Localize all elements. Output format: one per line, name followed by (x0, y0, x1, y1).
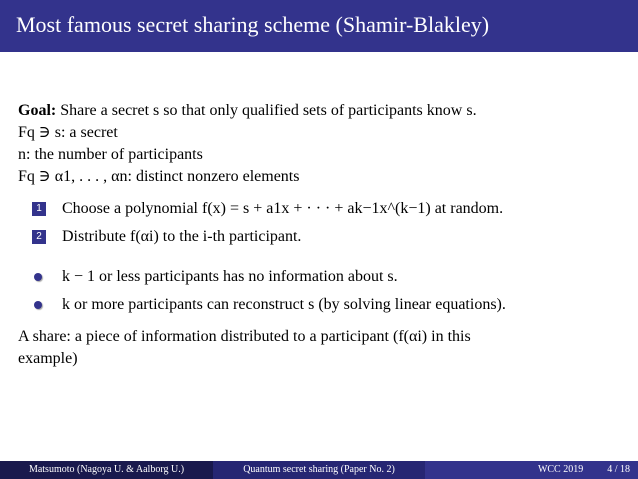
bullet-text: k or more participants can reconstruct s (by solving linear equations). (62, 296, 506, 313)
slide-title: Most famous secret sharing scheme (Shamir-Blakley) (16, 12, 490, 37)
bullet-list (18, 266, 628, 316)
title-bar (0, 0, 638, 52)
step-1 (18, 198, 628, 220)
footer-author: Matsumoto (Nagoya U. & Aalborg U.) (0, 461, 213, 479)
bullet-dot-icon (34, 273, 42, 281)
footer (0, 461, 638, 479)
step-number: 2 (32, 230, 46, 244)
share-line-2: example) (18, 350, 78, 367)
footer-right (425, 461, 638, 479)
definition-participants: n: the number of participants (18, 146, 203, 163)
footer-talk-title: Quantum secret sharing (Paper No. 2) (213, 461, 425, 479)
step-number: 1 (32, 202, 46, 216)
share-line-1: A share: a piece of information distributed to a participant (f(αi) in this (18, 328, 471, 345)
bullet-item (18, 294, 628, 316)
definition-elements: Fq ∋ α1, . . . , αn: distinct nonzero elements (18, 168, 300, 185)
bullet-text: k − 1 or less participants has no information about s. (62, 268, 398, 285)
step-text: Choose a polynomial f(x) = s + a1x + · · · + ak−1x^(k−1) at random. (62, 200, 504, 217)
goal-line (18, 100, 628, 122)
footer-venue: WCC 2019 (537, 464, 584, 475)
goal-text: Share a secret s so that only qualified sets of participants know s. (60, 102, 477, 119)
bullet-dot-icon (34, 301, 42, 309)
definition-secret: Fq ∋ s: a secret (18, 124, 118, 141)
bullet-item (18, 266, 628, 288)
slide-content (18, 100, 628, 370)
step-2 (18, 226, 628, 248)
share-definition (18, 326, 628, 370)
step-text: Distribute f(αi) to the i-th participant. (62, 228, 302, 245)
goal-label: Goal: (18, 102, 57, 119)
footer-page-number: 4 / 18 (607, 464, 630, 475)
